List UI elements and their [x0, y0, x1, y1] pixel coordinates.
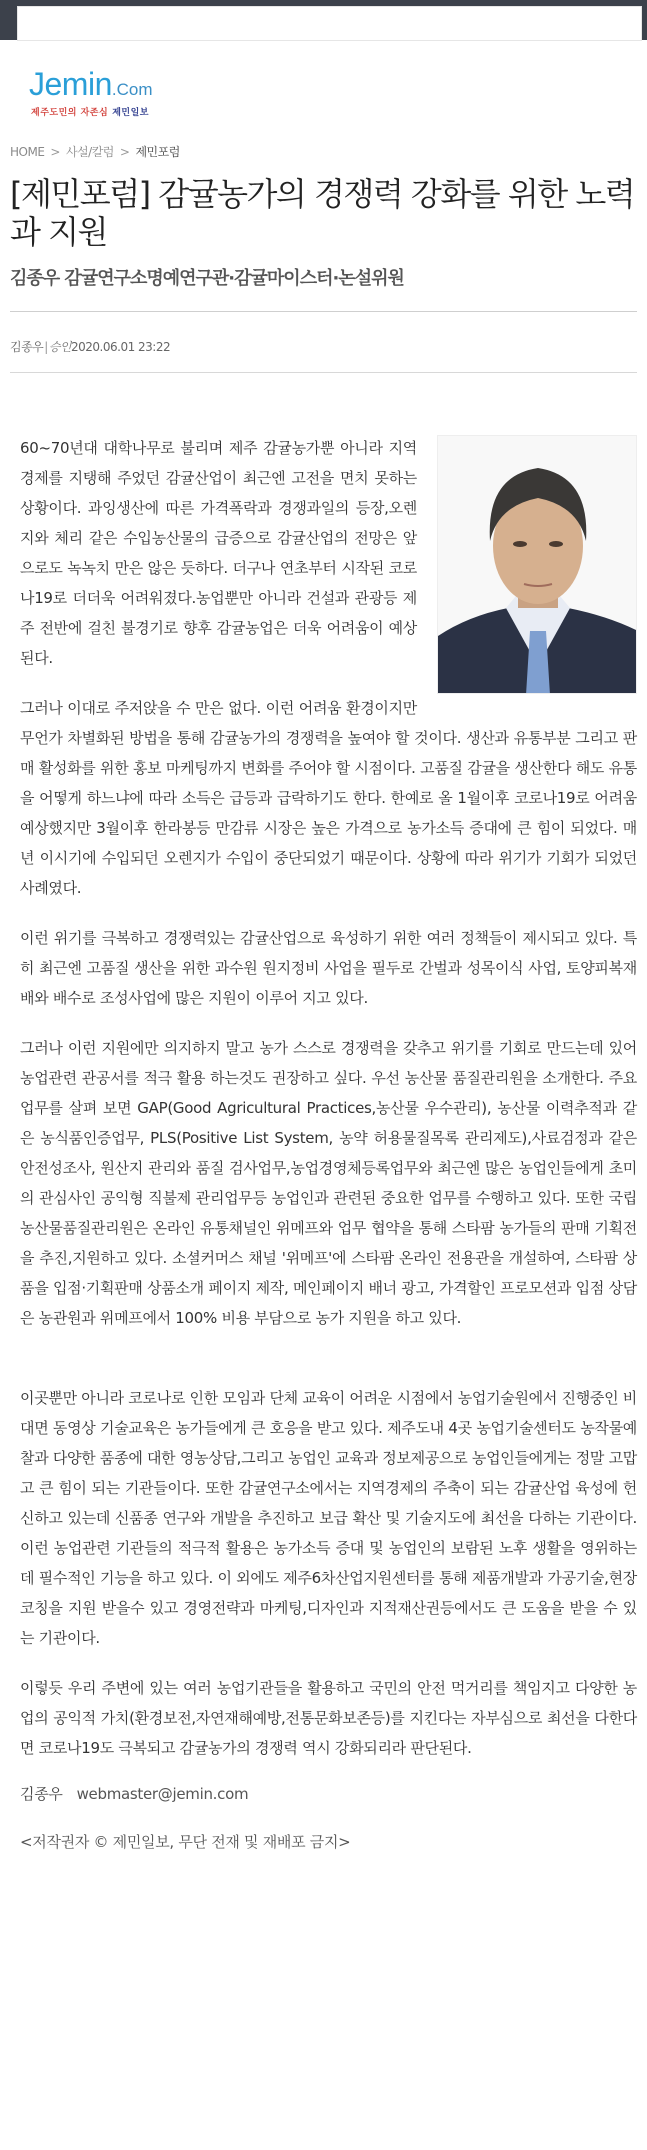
breadcrumb-home[interactable]: HOME [10, 145, 45, 159]
author-signature [0, 1783, 647, 1831]
paragraph: 그러나 이대로 주저앉을 수 만은 없다. 이런 어려움 환경이지만 무언가 차별화된 방법을 통해 감귤농가의 경쟁력을 높여야 할 것이다. 생산과 유통부분 그리고 판매 활성화를 위한 홍보 마케팅까지 변화를 주어야 할 시점이다. 고품질 감귤을 생산한다 해도 유통을 어떻게 하느냐에 따라 소득은 급등과 급락하기도 한다. 한예로 올 1월이후 코로나19로 어려움 예상했지만 3월이후 한라봉등 만감류 시장은 높은 가격으로 농가소득 증대에 큰 힘이 되었다. 매년 이시기에 수입되던 오렌지가 수입이 중단되었기 때문이다. 상황에 따라 위기가 기회가 되었던 사례였다. [20, 699, 637, 897]
header [0, 40, 647, 135]
logo-brand: Jemin.Com [29, 66, 153, 102]
byline-author: 김종우 [10, 340, 44, 354]
byline-separator: | [44, 340, 48, 354]
article-byline [0, 312, 647, 372]
chevron-right-icon: > [50, 145, 60, 159]
site-logo[interactable] [29, 68, 179, 118]
breadcrumb-current[interactable]: 제민포럼 [135, 145, 180, 159]
breadcrumb-section[interactable]: 사설/칼럼 [65, 145, 114, 159]
signature-name: 김종우 [20, 1785, 63, 1803]
article-body [0, 373, 647, 1763]
paragraph: 이런 위기를 극복하고 경쟁력있는 감귤산업으로 육성하기 위한 여러 정책들이 제시되고 있다. 특히 최근엔 고품질 생산을 위한 과수원 원지정비 사업을 필두로 간벌과 성목이식 사업, 토양피복재배와 배수로 조성사업에 많은 지원이 이루어 지고 있다. [20, 929, 637, 1007]
author-photo [437, 435, 637, 694]
article-subtitle: 김종우 감귤연구소명예연구관·감귤마이스터·논설위원 [10, 268, 404, 289]
copyright-notice: <저작권자 © 제민일보, 무단 전재 및 재배포 금지> [20, 1833, 351, 1851]
paragraph: 60~70년대 대학나무로 불리며 제주 감귤농가뿐 아니라 지역경제를 지탱해 주었던 감귤산업이 최근엔 고전을 면치 못하는 상황이다. 과잉생산에 따른 가격폭락과 경쟁과일의 등장,오렌지와 체리 같은 수입농산물의 급증으로 감귤산업의 전망은 앞으로도 녹녹치 만은 않은 듯하다. 더구나 연초부터 시작된 코로나19로 더더욱 어려워졌다.농업뿐만 아니라 건설과 관광등 제주 전반에 걸친 불경기로 향후 감귤농업은 더욱 어려움이 예상된다. [20, 439, 417, 667]
paragraph: 그러나 이런 지원에만 의지하지 말고 농가 스스로 경쟁력을 갖추고 위기를 기회로 만드는데 있어 농업관련 관공서를 적극 활용 하는것도 권장하고 싶다. 우선 농산물 품질관리원을 소개한다. 주요업무를 살펴 보면 GAP(Good Agricultural Practices,농산물 우수관리), 농산물 이력추적과 같은 농식품인증업무, PLS(Positive List System, 농약 허용물질목록 관리제도),사료검정과 같은 안전성조사, 원산지 관리와 품질 검사업무,농업경영체등록업무와 최근엔 많은 농업인들에게 초미의 관심사인 공익형 직불제 관리업무등 농업인과 관련된 중요한 업무를 수행하고 있다. 또한 국립농산물품질관리원은 온라인 유통채널인 위메프와 업무 협약을 통해 스타팜 농가들의 판매 기획전을 추진,지원하고 있다. 소셜커머스 채널 '위메프'에 스타팜 온라인 전용관을 개설하여, 스타팜 상품을 입점·기획판매 상품소개 페이지 제작, 메인페이지 배너 광고, 가격할인 프로모션과 입점 상담은 농관원과 위메프에서 100% 비용 부담으로 농가 지원을 하고 있다. [20, 1039, 637, 1327]
publish-datetime: 2020.06.01 23:22 [71, 340, 171, 354]
search-input[interactable] [17, 6, 642, 41]
paragraph: 이렇듯 우리 주변에 있는 여러 농업기관들을 활용하고 국민의 안전 먹거리를 책임지고 다양한 농업의 공익적 가치(환경보전,자연재해예방,전통문화보존등)를 지킨다는 자부심으로 최선을 다한다면 코로나19도 극복되고 감귤농가의 경쟁력 역시 강화되리라 판단된다. [20, 1679, 637, 1757]
paragraph: 이곳뿐만 아니라 코로나로 인한 모임과 단체 교육이 어려운 시점에서 농업기술원에서 진행중인 비대면 동영상 기술교육은 농가들에게 큰 호응을 받고 있다. 제주도내 4곳 농업기술센터도 농작물예찰과 다양한 품종에 대한 영농상담,그리고 농업인 교육과 정보제공으로 농업인들에게는 정말 고맙고 큰 힘이 되는 기관들이다. 또한 감귤연구소에서는 지역경제의 주축이 되는 감귤산업 육성에 헌신하고 있는데 신품종 연구와 개발을 추진하고 보급 확산 및 기술지도에 최선을 다하는 기관이다. 이런 농업관련 기관들의 적극적 활용은 농가소득 증대 및 농업인의 보람된 노후 생활을 영위하는데 필수적인 기능을 하고 있다. 이 외에도 제주6차산업지원센터를 통해 제품개발과 가공기술,현장코칭을 지원 받을수 있고 경영전략과 마케팅,디자인과 지적재산권등에서도 큰 도움을 받을 수 있는 기관이다. [20, 1389, 637, 1647]
portrait-image [438, 436, 637, 694]
approved-label: 승인 [48, 340, 72, 354]
author-email[interactable]: webmaster@jemin.com [76, 1785, 249, 1803]
chevron-right-icon: > [119, 145, 130, 159]
breadcrumb [0, 135, 647, 165]
article-title: [제민포럼] 감귤농가의 경쟁력 강화를 위한 노력과 지원 [10, 175, 635, 251]
logo-tagline: 제주도민의 자존심 제민일보 [31, 108, 149, 118]
top-bar [0, 0, 647, 40]
